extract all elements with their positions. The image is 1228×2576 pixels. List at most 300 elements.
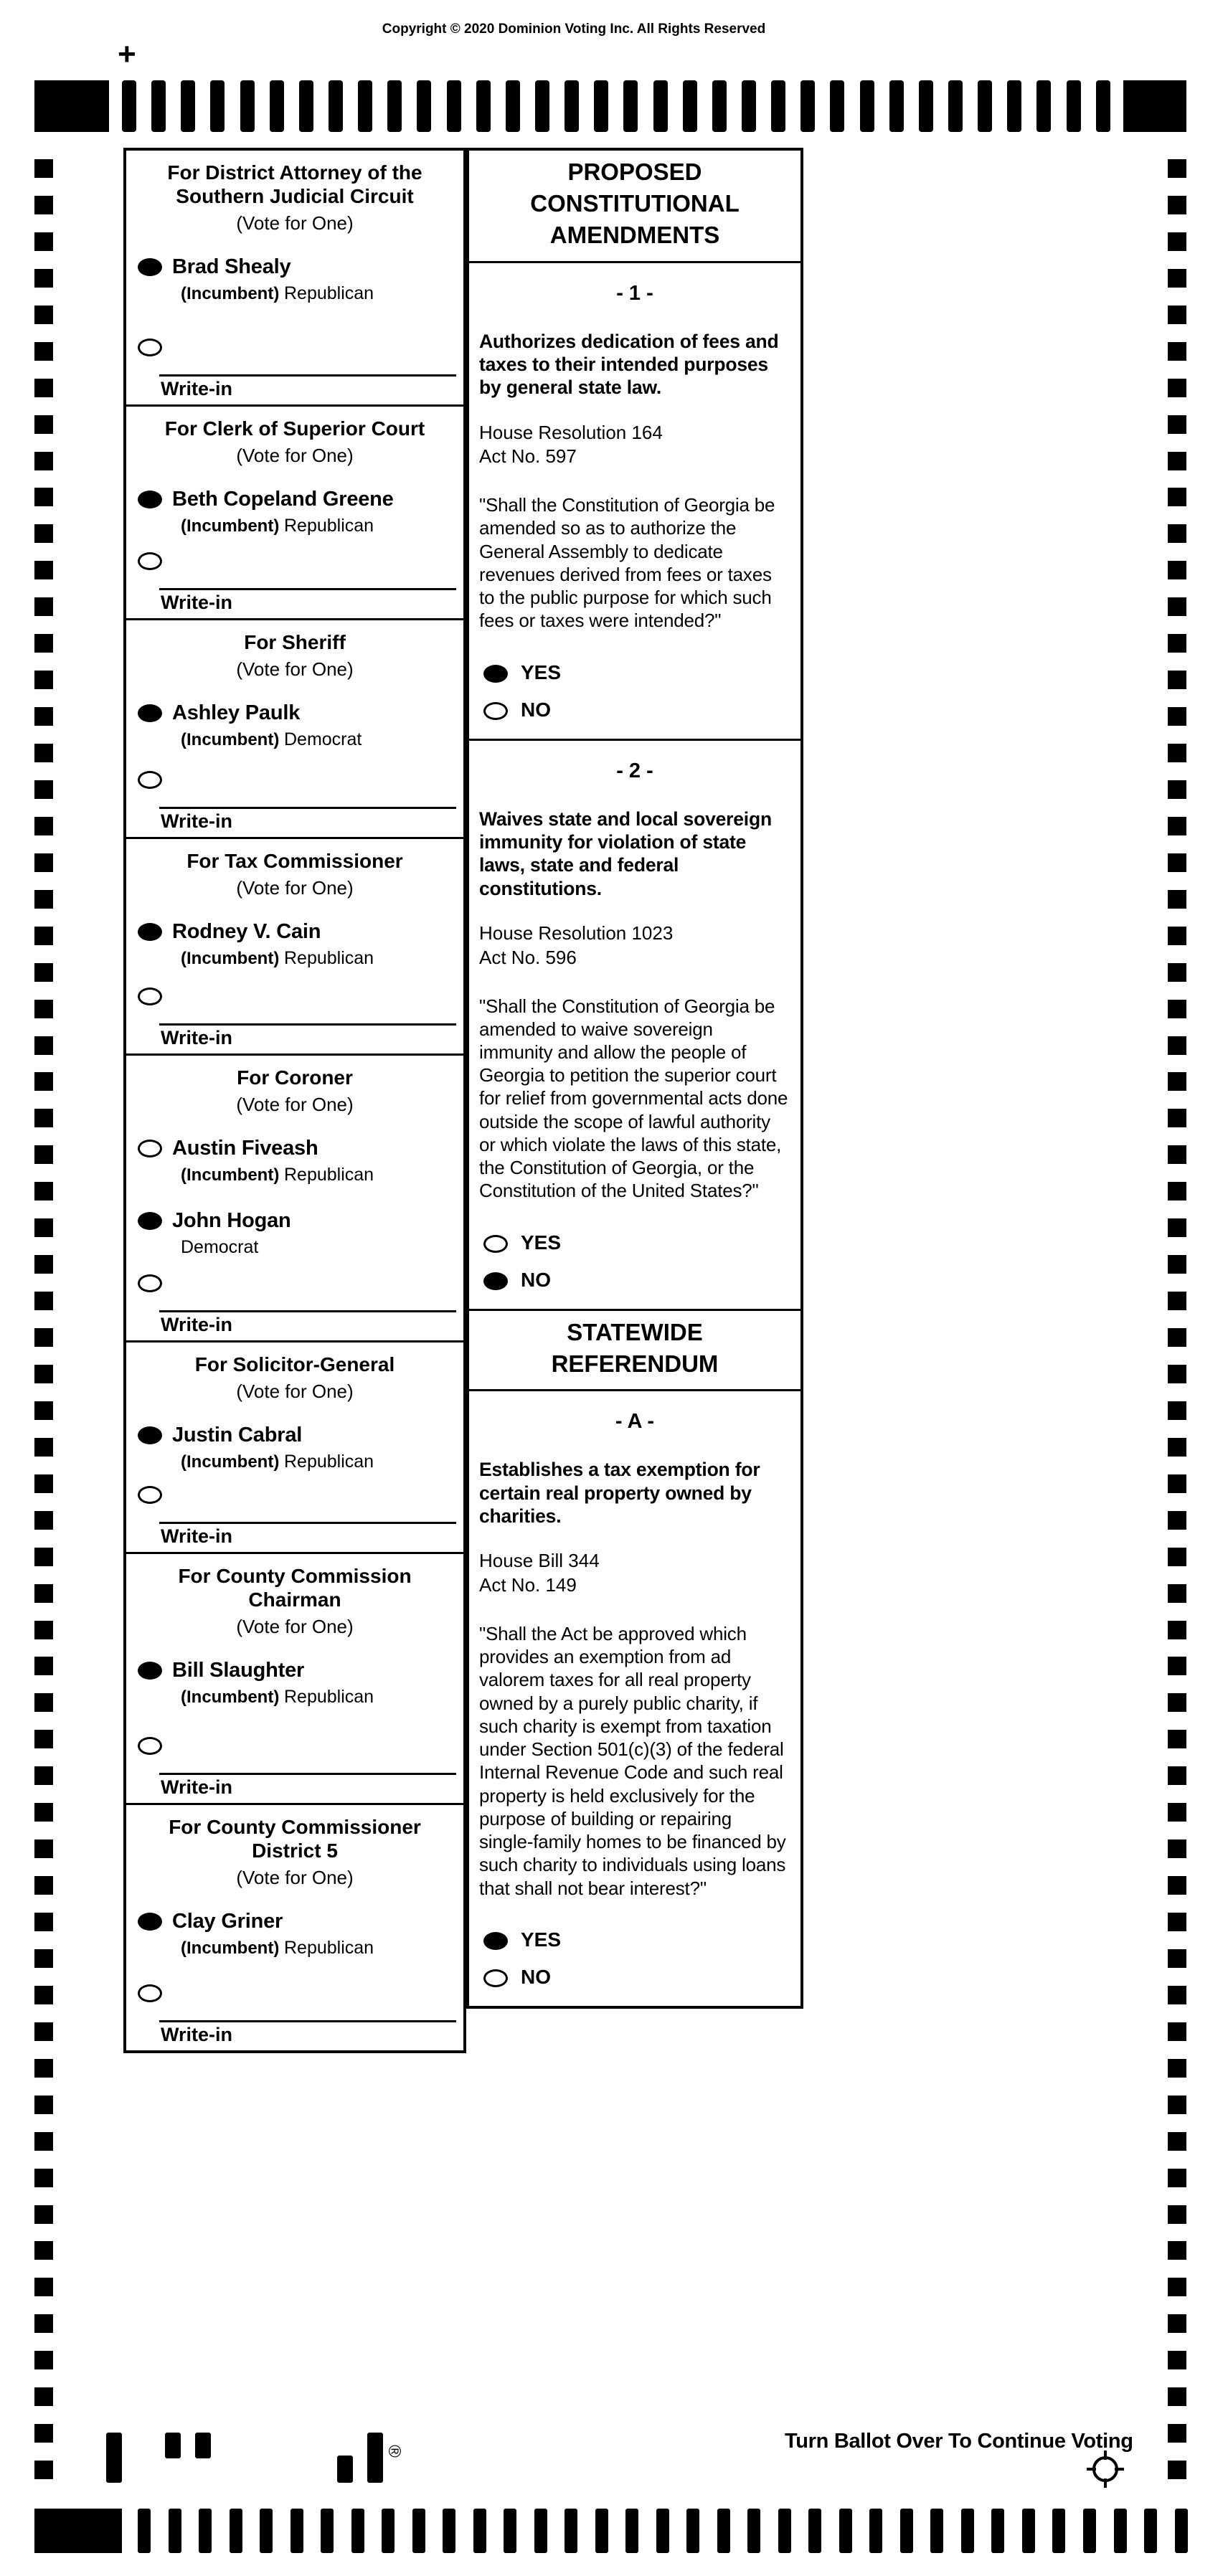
timing-mark (417, 80, 431, 132)
timing-mark (34, 1000, 53, 1018)
candidate-qualifier: (Incumbent) (181, 1687, 280, 1707)
measure-summary: Waives state and local sovereign immunity for violation of state laws, state and federal constitutions. (479, 808, 772, 899)
timing-mark (34, 2461, 53, 2479)
yes-option (479, 1928, 790, 1951)
timing-mark (34, 1949, 53, 1968)
candidate-party: Republican (284, 283, 374, 303)
timing-mark (1168, 1548, 1186, 1566)
measure-reference: Act No. 149 (479, 1574, 577, 1596)
timing-mark (412, 2509, 425, 2553)
contest-clerk-superior-court (126, 404, 463, 618)
yes-bubble[interactable] (483, 1932, 508, 1950)
ballot-id-mark (165, 2433, 181, 2458)
timing-mark (476, 80, 491, 132)
candidate-name: Rodney V. Cain (172, 920, 321, 944)
vote-instruction: (Vote for One) (236, 877, 354, 899)
timing-mark (1096, 80, 1110, 132)
timing-mark (34, 415, 53, 434)
timing-mark (34, 1548, 53, 1566)
contest-sheriff (126, 618, 463, 837)
timing-mark (1022, 2509, 1035, 2553)
contest-title: For Coroner (237, 1066, 353, 1089)
timing-mark (1168, 1584, 1186, 1603)
yes-label: YES (521, 660, 562, 683)
timing-mark (889, 80, 904, 132)
timing-mark (1168, 1109, 1186, 1127)
timing-mark (1168, 1474, 1186, 1493)
vote-instruction: (Vote for One) (236, 1867, 354, 1889)
timing-mark (1168, 1839, 1186, 1858)
timing-mark (565, 2509, 577, 2553)
timing-mark (800, 80, 815, 132)
candidate-party-line (172, 1938, 374, 1959)
candidate-bubble[interactable] (138, 1662, 162, 1680)
timing-mark (1168, 2278, 1186, 2296)
write-in-area (138, 550, 456, 614)
timing-mark (122, 80, 136, 132)
timing-mark (34, 1255, 53, 1274)
measure-reference: House Resolution 164 (479, 421, 663, 443)
timing-mark (34, 1292, 53, 1310)
timing-mark (34, 306, 53, 324)
amendment-1 (469, 261, 800, 739)
yes-label: YES (521, 1231, 562, 1254)
timing-mark (34, 671, 53, 689)
timing-mark (1168, 196, 1186, 214)
timing-mark (34, 1365, 53, 1383)
timing-mark (991, 2509, 1004, 2553)
timing-mark (1168, 1913, 1186, 1931)
timing-mark (961, 2509, 974, 2553)
measure-options (479, 1928, 790, 1989)
timing-mark (778, 2509, 791, 2553)
measure-reference: House Bill 344 (479, 1550, 600, 1572)
timing-mark (34, 890, 53, 909)
contest-column (123, 148, 466, 2053)
timing-mark (34, 2351, 53, 2369)
candidate-row (126, 1659, 463, 1708)
timing-mark (34, 597, 53, 616)
timing-mark (712, 80, 727, 132)
timing-mark (1168, 1145, 1186, 1164)
registration-target-icon (1085, 2448, 1126, 2490)
timing-mark (443, 2509, 455, 2553)
candidate-info (172, 921, 374, 969)
candidate-name: Brad Shealy (172, 255, 291, 279)
write-in-bubble[interactable] (138, 338, 162, 356)
referendum-a (469, 1389, 800, 2005)
write-in-area (138, 985, 456, 1049)
timing-mark (1168, 2022, 1186, 2041)
timing-mark (34, 1036, 53, 1055)
no-bubble[interactable] (483, 1969, 508, 1987)
no-label: NO (521, 1965, 551, 1988)
timing-mark (1168, 890, 1186, 909)
timing-mark (210, 80, 225, 132)
candidate-party-line (172, 283, 374, 304)
candidate-qualifier: (Incumbent) (181, 1938, 280, 1958)
candidate-info (172, 1910, 374, 1959)
timing-mark (34, 1145, 53, 1164)
timing-mark (1168, 1365, 1186, 1383)
timing-mark (34, 1766, 53, 1785)
timing-mark (34, 561, 53, 579)
candidate-info (172, 1210, 291, 1258)
timing-mark (1168, 1803, 1186, 1822)
timing-mark (1168, 159, 1186, 178)
measure-question: "Shall the Constitution of Georgia be amended so as to authorize the General Assembly to dedicate revenues derived from fees or taxes to the public purpose for which such fees or taxes were intended?" (479, 494, 775, 632)
candidate-name: Justin Cabral (172, 1424, 303, 1447)
timing-mark (34, 196, 53, 214)
timing-mark (1168, 342, 1186, 361)
candidate-qualifier: (Incumbent) (181, 516, 280, 536)
write-in-area (138, 1484, 456, 1548)
timing-mark (240, 80, 255, 132)
timing-mark (978, 80, 992, 132)
candidate-qualifier: (Incumbent) (181, 1452, 280, 1472)
timing-mark (34, 780, 53, 799)
timing-mark (683, 80, 697, 132)
timing-mark (34, 1986, 53, 2004)
measure-reference: Act No. 596 (479, 946, 577, 968)
measure-options (479, 1231, 790, 1292)
no-option (479, 699, 790, 721)
timing-mark (594, 80, 608, 132)
vote-instruction: (Vote for One) (236, 658, 354, 681)
no-bubble[interactable] (483, 702, 508, 720)
timing-mark (1168, 232, 1186, 251)
timing-mark (839, 2509, 852, 2553)
amendment-2 (469, 739, 800, 1309)
candidate-name: John Hogan (172, 1208, 291, 1232)
write-in-area (138, 336, 456, 400)
candidate-party: Republican (284, 947, 374, 968)
candidate-party-line (172, 729, 362, 750)
timing-mark (181, 80, 195, 132)
timing-mark (653, 80, 668, 132)
contest-tax-commissioner (126, 837, 463, 1053)
candidate-info (172, 488, 394, 536)
timing-mark (1168, 853, 1186, 872)
timing-marks-bottom-row (34, 2509, 1188, 2553)
candidate-bubble[interactable] (138, 704, 162, 722)
timing-mark (1067, 80, 1081, 132)
timing-mark (1168, 1072, 1186, 1091)
timing-mark (1168, 2351, 1186, 2369)
timing-mark (919, 80, 933, 132)
timing-mark (1168, 2241, 1186, 2260)
timing-mark (299, 80, 313, 132)
timing-block (34, 80, 109, 132)
timing-mark (1007, 80, 1021, 132)
candidate-bubble[interactable] (138, 1140, 162, 1157)
write-in-bubble[interactable] (138, 552, 162, 570)
timing-mark (34, 2022, 53, 2041)
candidate-row (126, 1424, 463, 1472)
timing-mark (869, 2509, 882, 2553)
timing-mark (382, 2509, 395, 2553)
contest-county-commissioner-district-5 (126, 1803, 463, 2050)
no-option (479, 1966, 790, 1989)
timing-marks-top-row (34, 80, 1186, 132)
timing-mark (1168, 1693, 1186, 1712)
timing-mark (1168, 2387, 1186, 2406)
timing-mark (595, 2509, 608, 2553)
measure-references (479, 421, 790, 470)
contest-coroner (126, 1053, 463, 1340)
vote-instruction: (Vote for One) (236, 1381, 354, 1403)
write-in-bubble[interactable] (138, 771, 162, 789)
candidate-name: Beth Copeland Greene (172, 488, 394, 511)
timing-mark (1168, 634, 1186, 653)
measures-column (466, 148, 803, 2009)
timing-mark (34, 159, 53, 178)
timing-mark (270, 80, 284, 132)
yes-option (479, 661, 790, 684)
timing-mark (1168, 1657, 1186, 1675)
timing-mark (1168, 415, 1186, 434)
timing-mark (1168, 2314, 1186, 2333)
candidate-bubble[interactable] (138, 258, 162, 276)
write-in-bubble[interactable] (138, 1984, 162, 2002)
timing-mark (34, 1657, 53, 1675)
timing-mark (1168, 1036, 1186, 1055)
timing-mark (34, 744, 53, 762)
timing-mark (1168, 561, 1186, 579)
timing-mark (1168, 2132, 1186, 2151)
measure-question: "Shall the Constitution of Georgia be amended to waive sovereign immunity and allow the people of Georgia to petition the superior court for relief from governmental acts done outside the scope of lawful authority or which violate the laws of this state, the Constitution of Georgia, or the Constitution of the United States?" (479, 995, 788, 1202)
timing-mark (623, 80, 638, 132)
timing-mark (1168, 671, 1186, 689)
timing-mark (34, 927, 53, 945)
timing-mark (34, 963, 53, 982)
timing-mark (34, 1182, 53, 1201)
contest-district-attorney (126, 151, 463, 404)
timing-mark (808, 2509, 821, 2553)
timing-mark (1168, 1876, 1186, 1895)
timing-mark (34, 1913, 53, 1931)
no-option (479, 1269, 790, 1292)
timing-mark (1168, 744, 1186, 762)
measure-summary: Authorizes dedication of fees and taxes to their intended purposes by general state law. (479, 330, 779, 399)
timing-mark (473, 2509, 486, 2553)
candidate-name: Bill Slaughter (172, 1659, 305, 1682)
candidate-info (172, 1659, 374, 1708)
timing-mark (1052, 2509, 1065, 2553)
measure-references (479, 922, 790, 970)
timing-mark (387, 80, 402, 132)
timing-mark (199, 2509, 212, 2553)
candidate-info (172, 1137, 374, 1185)
measure-reference: Act No. 597 (479, 445, 577, 468)
timing-mark (1168, 817, 1186, 835)
timing-mark (1168, 269, 1186, 288)
write-in-bubble[interactable] (138, 1737, 162, 1755)
timing-mark (900, 2509, 913, 2553)
timing-mark (34, 2387, 53, 2406)
timing-mark (534, 2509, 547, 2553)
timing-block (34, 2509, 122, 2553)
timing-mark (1168, 707, 1186, 726)
timing-mark (34, 342, 53, 361)
candidate-party-line (172, 1687, 374, 1708)
timing-mark (34, 269, 53, 288)
timing-mark (1168, 306, 1186, 324)
timing-mark (1168, 379, 1186, 397)
timing-marks-right-column (1168, 159, 1186, 2480)
vote-instruction: (Vote for One) (236, 212, 354, 235)
candidate-party-line (172, 1165, 374, 1185)
timing-mark (717, 2509, 730, 2553)
candidate-party-line (172, 516, 394, 536)
timing-mark (625, 2509, 638, 2553)
candidate-name: Austin Fiveash (172, 1137, 318, 1160)
measure-options (479, 661, 790, 721)
candidate-row (126, 1137, 463, 1185)
measure-number: - 2 - (616, 759, 653, 782)
timing-mark (321, 2509, 334, 2553)
timing-mark (1036, 80, 1051, 132)
timing-mark (1168, 927, 1186, 945)
timing-mark (1168, 963, 1186, 982)
write-in-label: Write-in (161, 810, 232, 832)
timing-mark (329, 80, 343, 132)
timing-mark (830, 80, 844, 132)
timing-mark (34, 1109, 53, 1127)
vote-instruction: (Vote for One) (236, 1616, 354, 1638)
write-in-bubble[interactable] (138, 1486, 162, 1504)
timing-mark (34, 634, 53, 653)
timing-mark (291, 2509, 303, 2553)
timing-mark (34, 1693, 53, 1712)
timing-mark (565, 80, 579, 132)
no-bubble[interactable] (483, 1272, 508, 1290)
timing-mark (1168, 1730, 1186, 1748)
write-in-label: Write-in (161, 1776, 232, 1798)
candidate-bubble[interactable] (138, 1212, 162, 1230)
timing-mark (1144, 2509, 1157, 2553)
vote-instruction: (Vote for One) (236, 445, 354, 467)
timing-mark (742, 80, 756, 132)
yes-label: YES (521, 1928, 562, 1951)
timing-mark (1168, 1182, 1186, 1201)
yes-bubble[interactable] (483, 665, 508, 683)
timing-mark (1168, 597, 1186, 616)
timing-mark (1168, 488, 1186, 506)
timing-mark (1168, 1986, 1186, 2004)
contest-title: For District Attorney of the Southern Judicial Circuit (167, 161, 422, 208)
timing-bars (138, 2509, 1188, 2553)
write-in-bubble[interactable] (138, 988, 162, 1005)
timing-mark (1168, 2169, 1186, 2187)
timing-mark (34, 707, 53, 726)
timing-mark (1168, 1621, 1186, 1639)
timing-mark (1168, 1000, 1186, 1018)
timing-mark (34, 524, 53, 543)
measure-number: - 1 - (616, 281, 653, 305)
candidate-row (126, 921, 463, 969)
timing-bars (122, 80, 1110, 132)
timing-mark (1168, 1766, 1186, 1785)
timing-mark (34, 2132, 53, 2151)
write-in-label: Write-in (161, 2024, 232, 2045)
vote-instruction: (Vote for One) (236, 1094, 354, 1116)
candidate-party-line (172, 1452, 374, 1472)
timing-mark (34, 1218, 53, 1237)
timing-mark (34, 232, 53, 251)
ballot-id-mark (337, 2456, 353, 2483)
timing-mark (34, 1621, 53, 1639)
timing-mark (860, 80, 874, 132)
measure-references (479, 1549, 790, 1598)
candidate-party: Republican (284, 515, 374, 536)
timing-mark (535, 80, 549, 132)
timing-mark (34, 817, 53, 835)
timing-mark (34, 379, 53, 397)
write-in-label: Write-in (161, 1314, 232, 1335)
timing-mark (34, 2314, 53, 2333)
candidate-party-line (172, 1237, 291, 1258)
timing-mark (151, 80, 166, 132)
candidate-party: Republican (284, 1686, 374, 1707)
timing-mark (930, 2509, 943, 2553)
timing-mark (1168, 1438, 1186, 1457)
candidate-bubble[interactable] (138, 923, 162, 941)
contest-title: For Solicitor-General (194, 1353, 395, 1375)
turn-ballot-over-instruction: Turn Ballot Over To Continue Voting (785, 2430, 1133, 2453)
candidate-row (126, 256, 463, 304)
timing-mark (34, 488, 53, 506)
candidate-name: Ashley Paulk (172, 701, 301, 725)
timing-mark (1114, 2509, 1127, 2553)
candidate-bubble[interactable] (138, 1426, 162, 1444)
timing-mark (358, 80, 372, 132)
timing-mark (169, 2509, 181, 2553)
candidate-info (172, 1424, 374, 1472)
contest-title: For Sheriff (244, 631, 346, 653)
candidate-bubble[interactable] (138, 491, 162, 508)
write-in-area (138, 1982, 456, 2046)
no-label: NO (521, 1268, 551, 1291)
measure-summary: Establishes a tax exemption for certain real property owned by charities. (479, 1459, 760, 1528)
timing-mark (34, 1072, 53, 1091)
candidate-bubble[interactable] (138, 1913, 162, 1931)
no-label: NO (521, 698, 551, 721)
timing-mark (447, 80, 461, 132)
contest-title: For Tax Commissioner (186, 850, 403, 872)
candidate-party-line (172, 948, 374, 969)
candidate-qualifier: (Incumbent) (181, 948, 280, 968)
write-in-bubble[interactable] (138, 1274, 162, 1292)
measure-reference: House Resolution 1023 (479, 922, 674, 944)
timing-mark (34, 2059, 53, 2078)
timing-mark (34, 1474, 53, 1493)
timing-mark (260, 2509, 273, 2553)
alignment-plus-mark: + (118, 37, 136, 72)
candidate-party: Democrat (181, 1236, 259, 1257)
copyright-text: Copyright © 2020 Dominion Voting Inc. All Rights Reserved (382, 22, 766, 37)
timing-mark (686, 2509, 699, 2553)
timing-mark (34, 1401, 53, 1420)
write-in-area (138, 769, 456, 833)
write-in-label: Write-in (161, 378, 232, 399)
measure-number: - A - (615, 1410, 655, 1434)
timing-mark (34, 2169, 53, 2187)
timing-mark (230, 2509, 242, 2553)
timing-mark (747, 2509, 760, 2553)
yes-bubble[interactable] (483, 1235, 508, 1253)
timing-mark (34, 2241, 53, 2260)
